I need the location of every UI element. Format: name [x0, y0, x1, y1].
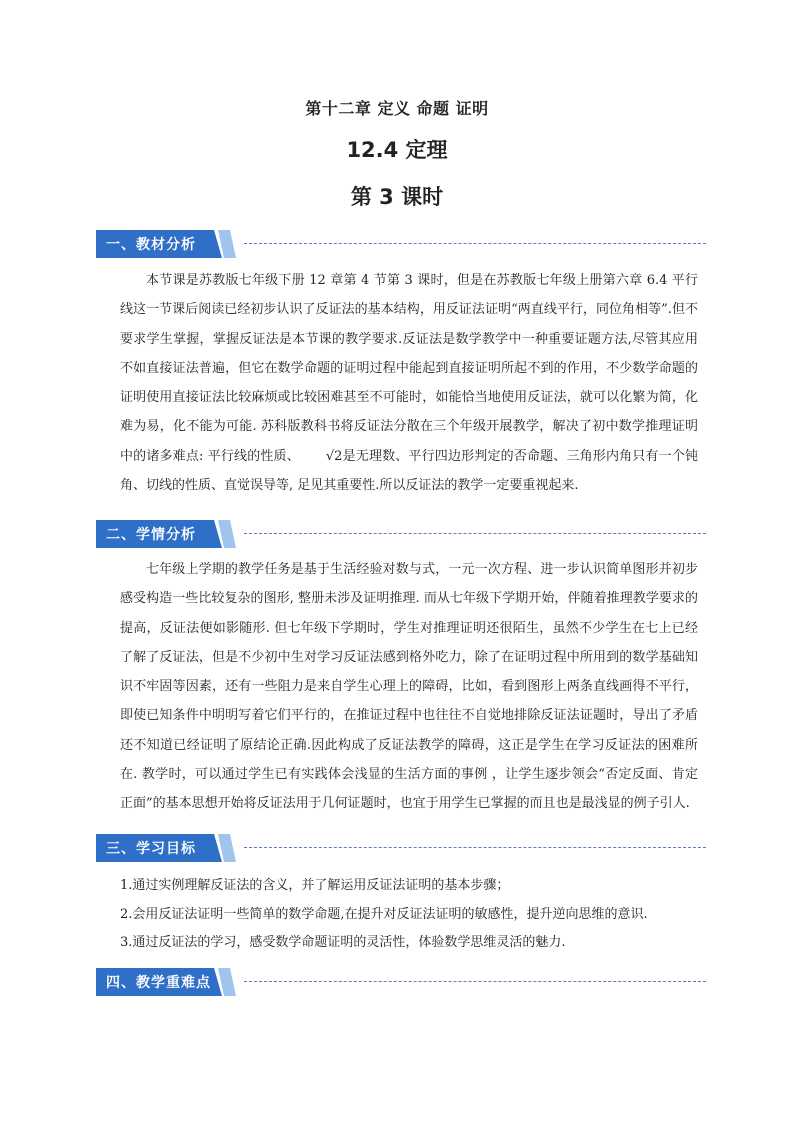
learning-objectives-list	[120, 872, 700, 958]
dashed-divider	[244, 243, 706, 244]
section-heading: 一、教材分析	[106, 237, 196, 253]
textbook-analysis-paragraph	[120, 266, 698, 500]
list-item: 2.会用反证法证明一些简单的数学命题,在提升对反证法证明的敏感性，提升逆向思维的意识.	[120, 906, 648, 922]
dashed-divider	[244, 981, 706, 982]
section-heading: 二、学情分析	[106, 527, 196, 543]
section-banner-3	[96, 834, 706, 864]
chapter-heading: 第十二章 定义 命题 证明	[305, 99, 489, 118]
section-banner-2	[96, 520, 706, 550]
paragraph-text: 本节课是苏教版七年级下册 12 章第 4 节第 3 课时，但是在苏教版七年级上册第六章 6.4 平行线这一节课后阅读已经初步认识了反证法的基本结构，用反证法证明“两直线平行，同位角相等”.但不要求学生掌握，掌握反证法是本节课的教学要求.反证法是数学教学中一种重要证题方法,尽管其应用不如直接证法普遍，但它在数学命题的证明过程中能起到直接证明所起不到的作用，不少数学命题的证明使用直接证法比较麻烦或比较困难甚至不可能时，如能恰当地使用反证法，就可以化繁为简，化难为易，化不能为可能. 苏科版教科书将反证法分散在三个年级开展教学，解决了初中数学推理证明中的诸多难点: 平行线的性质、	[120, 273, 698, 464]
dashed-divider	[244, 533, 706, 534]
lesson-title: 第 3 课时	[350, 185, 444, 209]
dashed-divider	[244, 847, 706, 848]
section-heading: 四、教学重难点	[106, 975, 211, 991]
sqrt-two: √2	[325, 448, 343, 464]
section-banner-4	[96, 968, 706, 998]
student-analysis-paragraph: 七年级上学期的教学任务是基于生活经验对数与式，一元一次方程、进一步认识简单图形并初步感受构造一些比较复杂的图形, 整册未涉及证明推理. 而从七年级下学期开始，伴随着推理教学要求的提高，反证法便如影随形. 但七年级下学期时，学生对推理证明还很陌生，虽然不少学生在七上已经了解了反证法，但是不少初中生对学习反证法感到格外吃力，除了在证明过程中所用到的数学基础知识不牢固等因素，还有一些阻力是来自学生心理上的障碍，比如，看到图形上两条直线画得不平行，即使已知条件中明明写着它们平行的，在推证过程中也往往不自觉地排除反证法证题时，导出了矛盾还不知道已经证明了原结论正确.因此构成了反证法教学的障碍，这正是学生在学习反证法的困难所在. 教学时，可以通过学生已有实践体会浅显的生活方面的事例 ，让学生逐步领会“否定反面、肯定正面”的基本思想开始将反证法用于几何证题时，也宜于用学生已掌握的而且也是最浅显的例子引人.	[120, 562, 698, 812]
list-item: 3.通过反证法的学习，感受数学命题证明的灵活性，体验数学思维灵活的魅力.	[120, 935, 566, 950]
list-item: 1.通过实例理解反证法的含义，并了解运用反证法证明的基本步骤；	[120, 878, 510, 893]
paragraph-text: 是无理数、平行四边形判定的否命题、三角形内角只有一个钝角、切线的性质、直觉误导等, 足见其重要性.所以反证法的教学一定要重视起来.	[120, 448, 698, 494]
section-banner-1	[96, 230, 706, 260]
section-title: 12.4 定理	[346, 138, 448, 162]
section-heading: 三、学习目标	[106, 841, 196, 857]
